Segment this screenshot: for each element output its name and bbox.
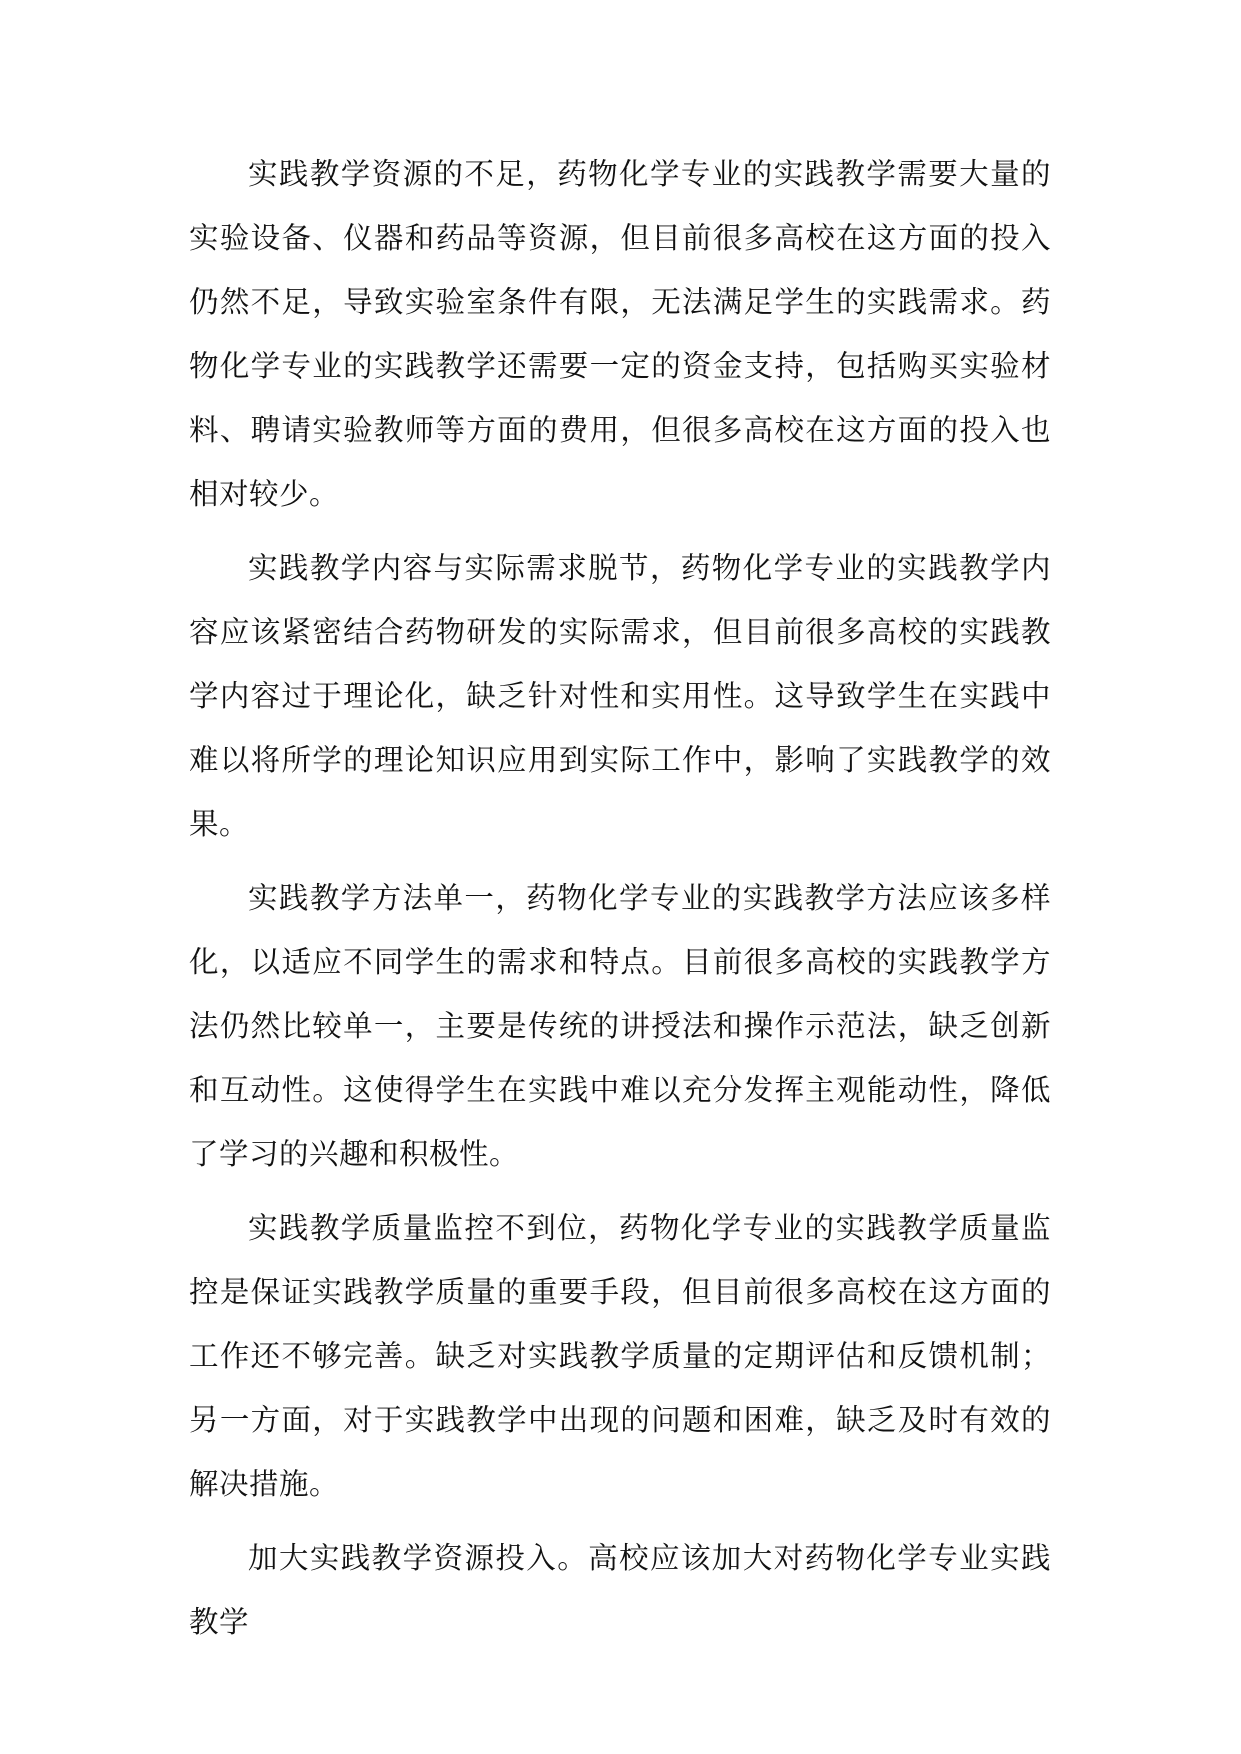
paragraph-5: 加大实践教学资源投入。高校应该加大对药物化学专业实践教学 xyxy=(189,1541,1051,1639)
body-text xyxy=(189,142,1051,1664)
paragraph-4: 实践教学质量监控不到位，药物化学专业的实践教学质量监控是保证实践教学质量的重要手段，但目前很多高校在这方面的工作还不够完善。缺乏对实践教学质量的定期评估和反馈机制；另一方面，对于实践教学中出现的问题和困难，缺乏及时有效的解决措施。 xyxy=(189,1211,1051,1501)
paragraph-1: 实践教学资源的不足，药物化学专业的实践教学需要大量的实验设备、仪器和药品等资源，但目前很多高校在这方面的投入仍然不足，导致实验室条件有限，无法满足学生的实践需求。药物化学专业的实践教学还需要一定的资金支持，包括购买实验材料、聘请实验教师等方面的费用，但很多高校在这方面的投入也相对较少。 xyxy=(189,157,1051,511)
paragraph-3: 实践教学方法单一，药物化学专业的实践教学方法应该多样化，以适应不同学生的需求和特点。目前很多高校的实践教学方法仍然比较单一，主要是传统的讲授法和操作示范法，缺乏创新和互动性。这使得学生在实践中难以充分发挥主观能动性，降低了学习的兴趣和积极性。 xyxy=(189,881,1051,1171)
paragraph-2: 实践教学内容与实际需求脱节，药物化学专业的实践教学内容应该紧密结合药物研发的实际需求，但目前很多高校的实践教学内容过于理论化，缺乏针对性和实用性。这导致学生在实践中难以将所学的理论知识应用到实际工作中，影响了实践教学的效果。 xyxy=(189,551,1051,841)
